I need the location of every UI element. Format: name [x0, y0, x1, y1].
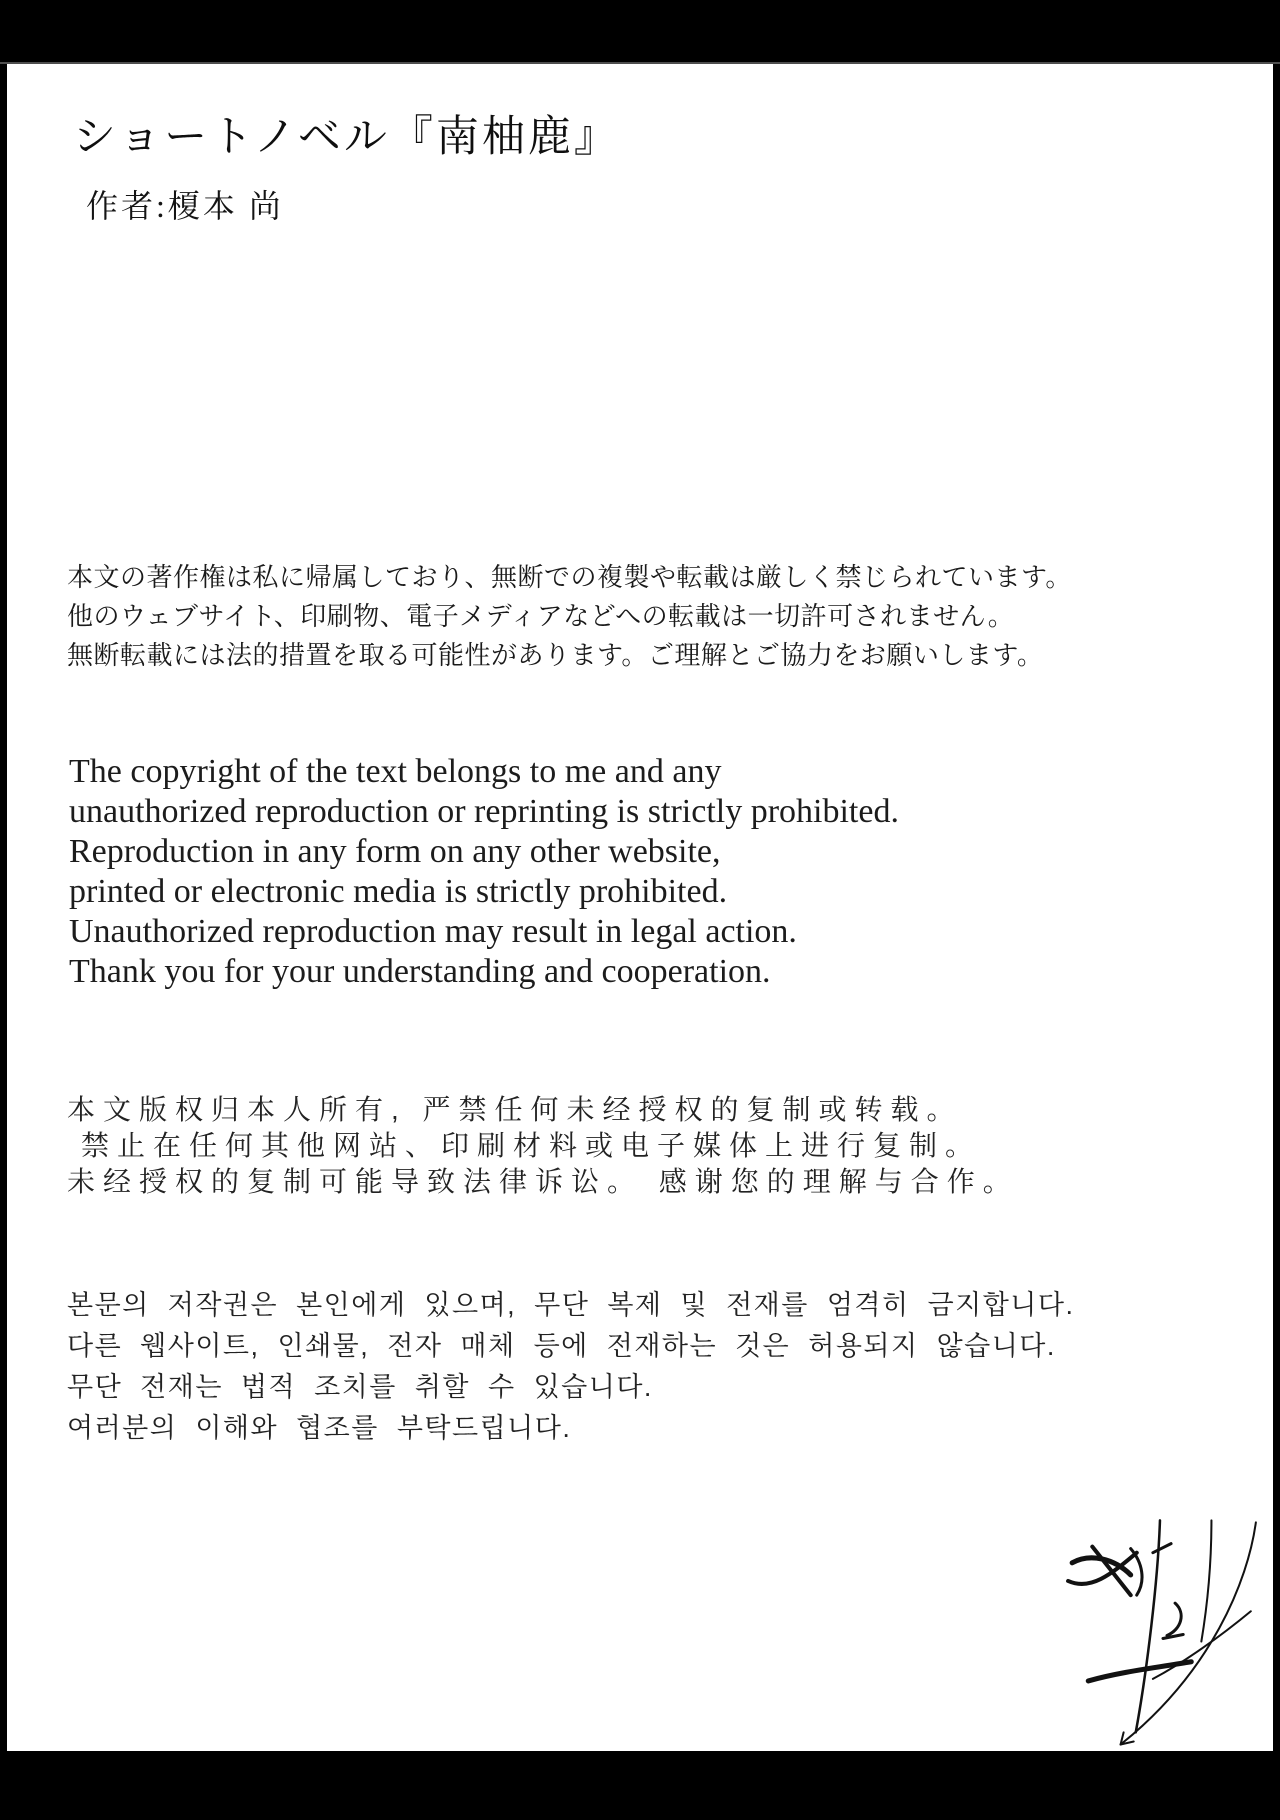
chinese-copyright-line: 本文版权归本人所有, 严禁任何未经授权的复制或转载。	[67, 1094, 963, 1125]
document-author: 作者:榎本 尚	[86, 188, 284, 224]
japanese-copyright-line: 他のウェブサイト、印刷物、電子メディアなどへの転載は一切許可されません。	[67, 602, 1015, 631]
english-copyright-line: printed or electronic media is strictly prohibited.	[69, 873, 728, 910]
page-right-border	[1273, 0, 1280, 1820]
top-black-bar	[0, 0, 1280, 64]
korean-copyright-line: 다른 웹사이트, 인쇄물, 전자 매체 등에 전재하는 것은 허용되지 않습니다.	[67, 1331, 1056, 1361]
english-copyright-line: unauthorized reproduction or reprinting is strictly prohibited.	[69, 793, 899, 830]
korean-copyright-paragraph	[67, 1285, 1074, 1449]
document-title: ショートノベル『南柚鹿』	[73, 114, 620, 161]
korean-copyright-line: 본문의 저작권은 본인에게 있으며, 무단 복제 및 전재를 엄격히 금지합니다.	[67, 1290, 1075, 1320]
chinese-copyright-paragraph	[67, 1092, 1019, 1200]
english-copyright-line: Thank you for your understanding and cooperation.	[69, 953, 771, 990]
chinese-copyright-line: 未经授权的复制可能导致法律诉讼。 感谢您的理解与合作。	[67, 1166, 1019, 1197]
english-copyright-line: Reproduction in any form on any other website,	[69, 833, 721, 870]
japanese-copyright-line: 無断転載には法的措置を取る可能性があります。ご理解とご協力をお願いします。	[67, 641, 1044, 670]
japanese-copyright-line: 本文の著作権は私に帰属しており、無断での複製や転載は厳しく禁じられています。	[67, 563, 1072, 592]
english-copyright-paragraph	[69, 752, 899, 992]
japanese-copyright-paragraph	[67, 558, 1072, 675]
english-copyright-line: Unauthorized reproduction may result in legal action.	[69, 913, 797, 950]
signature-image	[1058, 1518, 1270, 1756]
bottom-black-bar	[0, 1751, 1280, 1820]
chinese-copyright-line: 禁止在任何其他网站、印刷材料或电子媒体上进行复制。	[81, 1130, 982, 1161]
korean-copyright-line: 무단 전재는 법적 조치를 취할 수 있습니다.	[67, 1372, 653, 1402]
korean-copyright-line: 여러분의 이해와 협조를 부탁드립니다.	[67, 1413, 572, 1443]
page-left-border	[0, 0, 7, 1820]
english-copyright-line: The copyright of the text belongs to me and any	[69, 753, 722, 790]
